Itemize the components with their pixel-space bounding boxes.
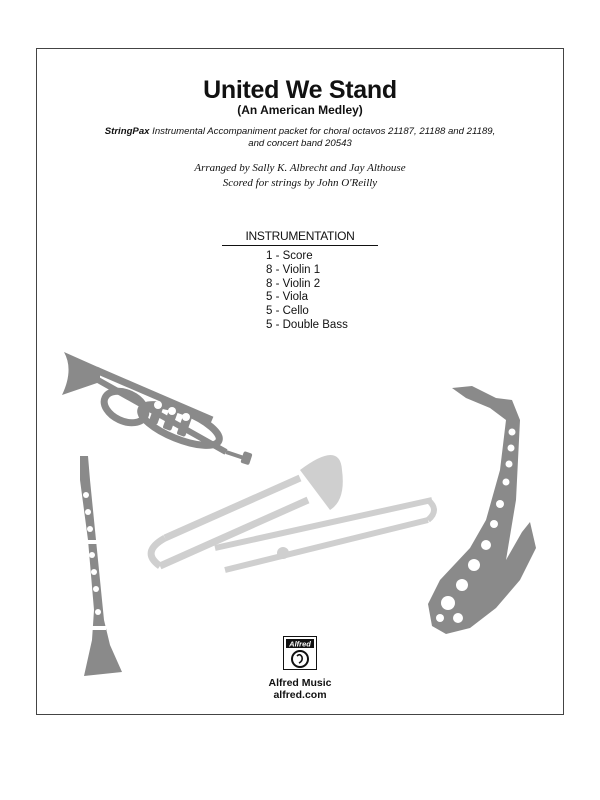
clarinet-icon [80,456,122,676]
description-line1: Instrumental Accompaniment packet for choral octavos 21187, 21188 and 21189, [149,126,496,137]
saxophone-icon [428,386,536,634]
arranger-credit: Arranged by Sally K. Albrecht and Jay Althouse [194,162,406,174]
publisher-name: Alfred Music [268,677,332,689]
list-item: 8 - Violin 2 [266,277,321,290]
list-item: 5 - Viola [266,291,308,304]
trumpet-icon [62,352,253,465]
publisher-website: alfred.com [273,689,327,701]
trombone-icon [151,455,434,570]
page-subtitle: (An American Medley) [237,103,363,117]
description-line2: and concert band 20543 [248,138,352,149]
page-title: United We Stand [203,76,397,104]
scoring-credit: Scored for strings by John O'Reilly [222,177,378,189]
list-item: 8 - Violin 1 [266,263,321,276]
list-item: 5 - Cello [266,305,309,318]
instrumentation-heading: INSTRUMENTATION [222,229,378,246]
publisher-info [0,677,600,701]
list-item: 1 - Score [266,250,313,262]
description-brand: StringPax [104,126,150,137]
svg-text:Alfred: Alfred [289,639,311,649]
alfred-logo [283,636,317,670]
list-item: 5 - Double Bass [266,318,348,331]
